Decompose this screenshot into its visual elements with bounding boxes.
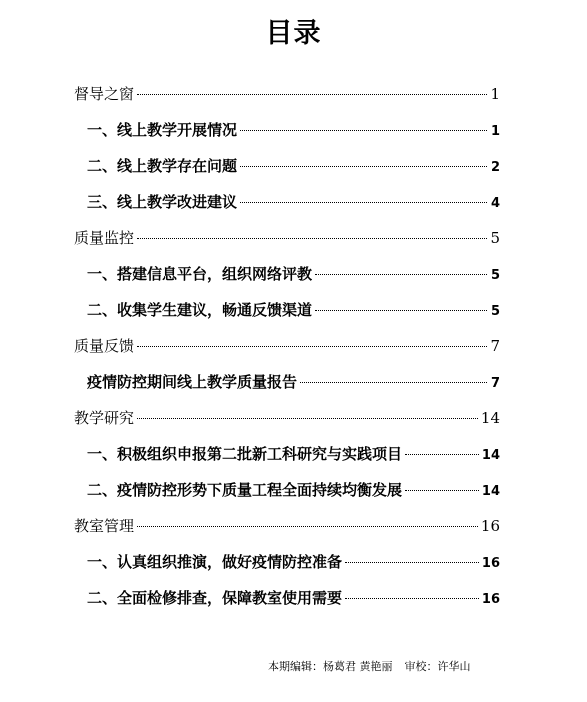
editorial-credits (268, 659, 471, 675)
toc-dot-leader (345, 562, 479, 563)
toc-entry-label: 二、全面检修排查，保障教室使用需要 (87, 589, 343, 607)
toc-entry-label: 疫情防控期间线上教学质量报告 (87, 373, 298, 391)
toc-entry-label: 二、线上教学存在问题 (87, 157, 238, 175)
toc-dot-leader (315, 310, 487, 311)
toc-page-number: 1 (490, 124, 500, 139)
toc-entry-label: 督导之窗 (74, 85, 135, 103)
toc-entry[interactable] (74, 292, 500, 328)
toc-dot-leader (315, 274, 487, 275)
toc-entry[interactable] (74, 400, 500, 436)
toc-entry-label: 一、认真组织推演，做好疫情防控准备 (87, 553, 343, 571)
page-title: 目录 (265, 18, 322, 49)
toc-page-number: 14 (481, 484, 500, 499)
toc-entry[interactable] (74, 148, 500, 184)
toc-entry-label: 质量反馈 (74, 337, 135, 355)
toc-page-number: 1 (490, 85, 500, 103)
editors-names: 杨葛君 黄艳丽 (323, 660, 393, 673)
table-of-contents (74, 76, 500, 616)
toc-dot-leader (345, 598, 479, 599)
toc-entry[interactable] (74, 76, 500, 112)
toc-entry-label: 质量监控 (74, 229, 135, 247)
toc-dot-leader (137, 418, 478, 419)
toc-entry-label: 一、积极组织申报第二批新工科研究与实践项目 (87, 445, 403, 463)
toc-entry-label: 三、线上教学改进建议 (87, 193, 238, 211)
toc-page-number: 14 (480, 409, 500, 427)
toc-entry[interactable] (74, 220, 500, 256)
toc-dot-leader (137, 238, 487, 239)
toc-entry[interactable] (74, 436, 500, 472)
toc-page-number: 5 (490, 304, 500, 319)
toc-page-number: 5 (490, 268, 500, 283)
toc-dot-leader (240, 202, 487, 203)
toc-dot-leader (240, 166, 487, 167)
toc-entry[interactable] (74, 112, 500, 148)
toc-entry[interactable] (74, 580, 500, 616)
toc-page-number: 4 (490, 196, 500, 211)
toc-entry[interactable] (74, 544, 500, 580)
toc-entry-label: 二、疫情防控形势下质量工程全面持续均衡发展 (87, 481, 403, 499)
toc-dot-leader (137, 94, 487, 95)
toc-page-number: 16 (481, 592, 500, 607)
toc-entry-label: 二、收集学生建议，畅通反馈渠道 (87, 301, 313, 319)
toc-dot-leader (405, 490, 479, 491)
toc-entry[interactable] (74, 184, 500, 220)
toc-entry-label: 教学研究 (74, 409, 135, 427)
toc-page-number: 16 (480, 517, 500, 535)
toc-dot-leader (137, 526, 478, 527)
toc-page-number: 14 (481, 448, 500, 463)
toc-dot-leader (300, 382, 487, 383)
editors-label: 本期编辑： (268, 660, 323, 673)
toc-dot-leader (137, 346, 487, 347)
toc-entry[interactable] (74, 472, 500, 508)
toc-page-number: 2 (490, 160, 500, 175)
toc-page-number: 7 (490, 376, 500, 391)
toc-entry[interactable] (74, 328, 500, 364)
toc-page-number: 5 (490, 229, 500, 247)
toc-entry[interactable] (74, 364, 500, 400)
toc-dot-leader (405, 454, 479, 455)
toc-entry[interactable] (74, 256, 500, 292)
toc-entry-label: 一、线上教学开展情况 (87, 121, 238, 139)
reviewer-label: 审校： (404, 660, 438, 673)
toc-entry[interactable] (74, 508, 500, 544)
toc-page-number: 7 (490, 337, 500, 355)
toc-dot-leader (240, 130, 487, 131)
toc-page-number: 16 (481, 556, 500, 571)
reviewer-name: 许华山 (437, 660, 471, 673)
toc-entry-label: 一、搭建信息平台，组织网络评教 (87, 265, 313, 283)
toc-entry-label: 教室管理 (74, 517, 135, 535)
